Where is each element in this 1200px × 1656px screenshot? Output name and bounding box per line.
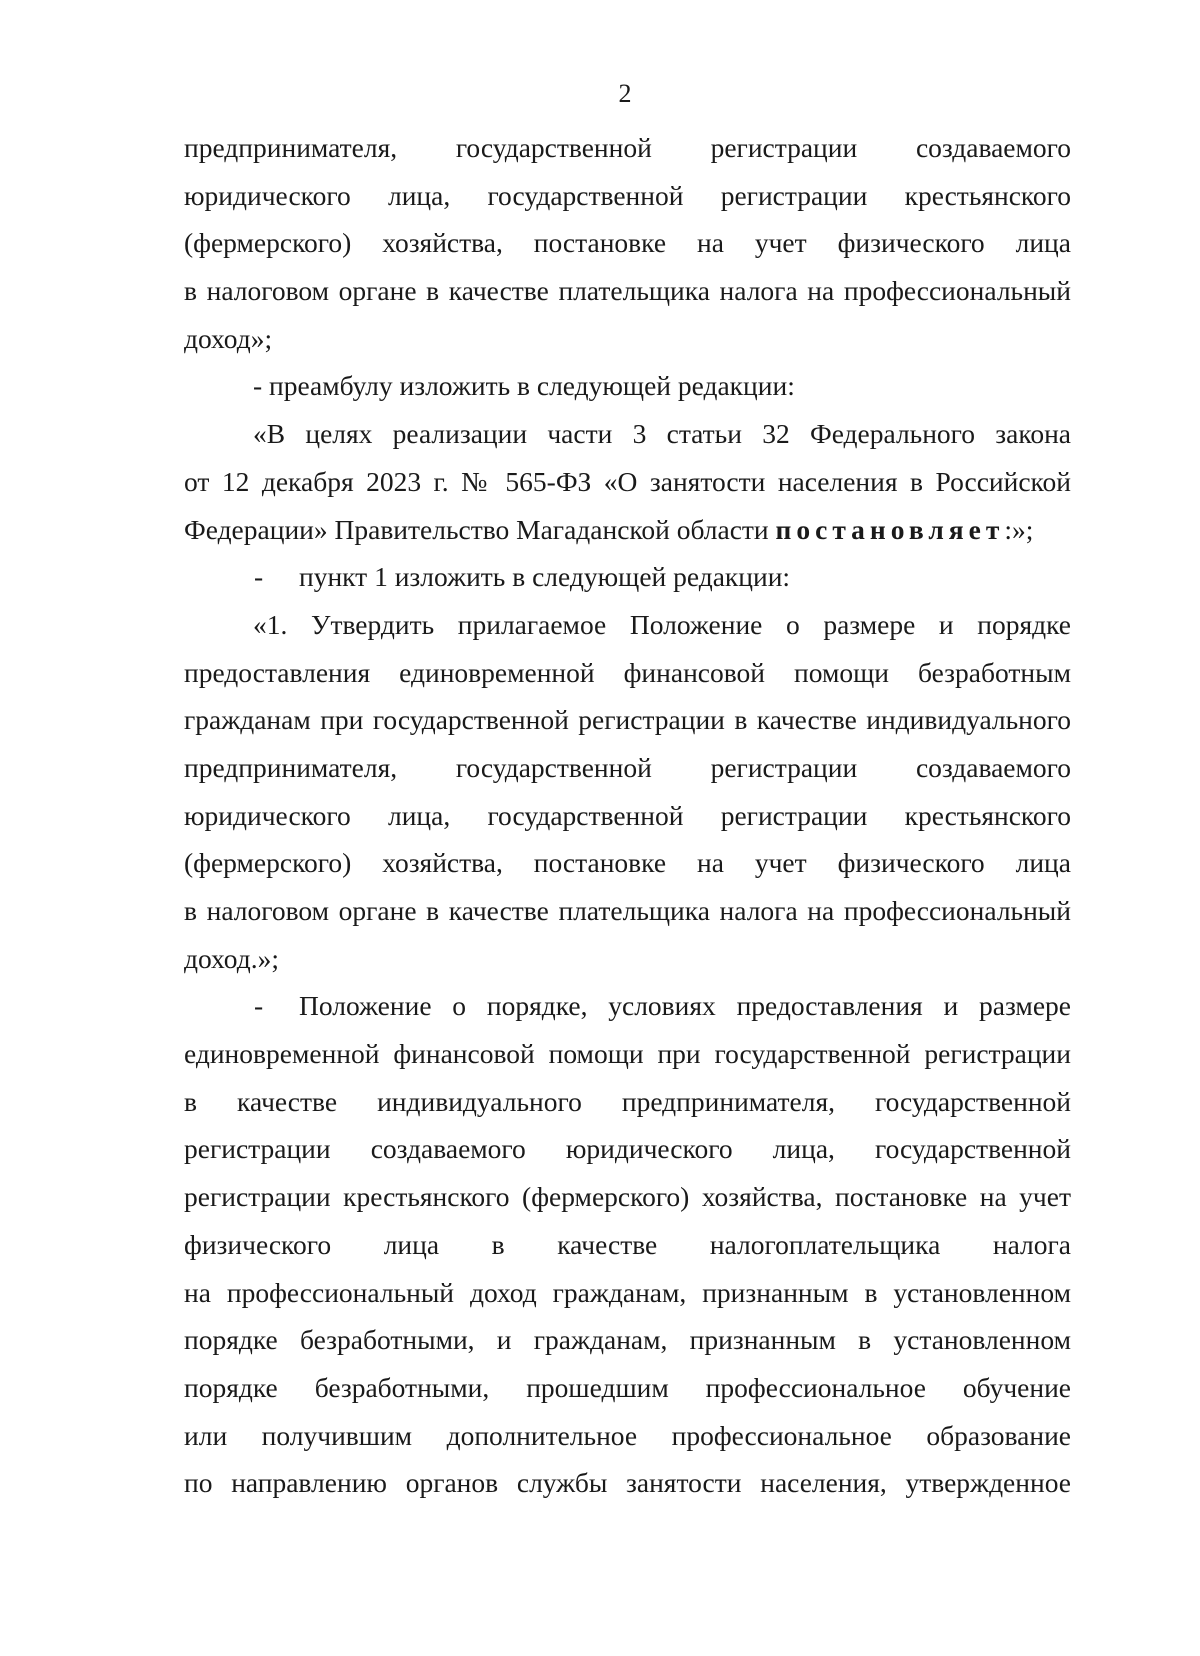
- list-dash: -: [254, 990, 264, 1022]
- text-line: (фермерского) хозяйства, постановке на учет физического лица: [184, 227, 1071, 259]
- text-line: предпринимателя, государственной регистрации создаваемого: [184, 132, 1071, 163]
- text-line: от 12 декабря 2023 г. № 565-ФЗ «О занятости населения в Российской: [184, 465, 1071, 497]
- text-line: «1. Утвердить прилагаемое Положение о размере и порядке: [253, 608, 1071, 640]
- text-line: порядке безработными, прошедшим профессиональное обучение: [184, 1371, 1071, 1403]
- dash-line-text: Положение о порядке, условиях предоставления и размере: [299, 990, 1071, 1022]
- text-line: регистрации создаваемого юридического лица, государственной: [184, 1133, 1071, 1165]
- text-line: на профессиональный доход гражданам, признанным в установленном: [184, 1276, 1071, 1308]
- text-line: «В целях реализации части 3 статьи 32 Федерального закона: [253, 418, 1071, 450]
- text-line: в налоговом органе в качестве плательщика налога на профессиональный: [184, 895, 1071, 926]
- text-line: гражданам при государственной регистрации в качестве индивидуального: [184, 704, 1071, 736]
- decree-word: постановляет: [775, 513, 1005, 545]
- document-body: [184, 124, 1071, 1507]
- text-line-decree: [184, 506, 1071, 554]
- decree-tail: :»;: [1004, 513, 1034, 545]
- dash-line-text: пункт 1 изложить в следующей редакции:: [299, 561, 791, 593]
- text-line: доход.»;: [184, 942, 279, 974]
- text-line: предпринимателя, государственной регистрации создаваемого: [184, 751, 1071, 783]
- text-line: (фермерского) хозяйства, постановке на учет физического лица: [184, 847, 1071, 879]
- text-line: в качестве индивидуального предпринимателя, государственной: [184, 1085, 1071, 1117]
- text-line: или получившим дополнительное профессиональное образование: [184, 1419, 1071, 1451]
- page-number: 2: [618, 79, 632, 108]
- list-dash: -: [254, 561, 264, 593]
- text-line: физического лица в качестве налогоплательщика налога: [184, 1228, 1071, 1260]
- decree-lead-text: Федерации» Правительство Магаданской области: [184, 513, 769, 545]
- text-line: доход»;: [184, 322, 273, 354]
- text-line: - преамбулу изложить в следующей редакции:: [253, 370, 795, 402]
- text-line: регистрации крестьянского (фермерского) хозяйства, постановке на учет: [184, 1181, 1071, 1213]
- text-line: юридического лица, государственной регистрации крестьянского: [184, 179, 1071, 211]
- text-line: в налоговом органе в качестве плательщика налога на профессиональный: [184, 275, 1071, 307]
- text-line: по направлению органов службы занятости населения, утвержденное: [184, 1467, 1071, 1499]
- text-line-dash: [184, 553, 1071, 601]
- text-line: единовременной финансовой помощи при государственной регистрации: [184, 1038, 1071, 1070]
- text-line: порядке безработными, и гражданам, признанным в установленном: [184, 1324, 1071, 1356]
- text-line-dash: [184, 982, 1071, 1030]
- text-line: предоставления единовременной финансовой помощи безработным: [184, 656, 1071, 688]
- text-line: юридического лица, государственной регистрации крестьянского: [184, 799, 1071, 831]
